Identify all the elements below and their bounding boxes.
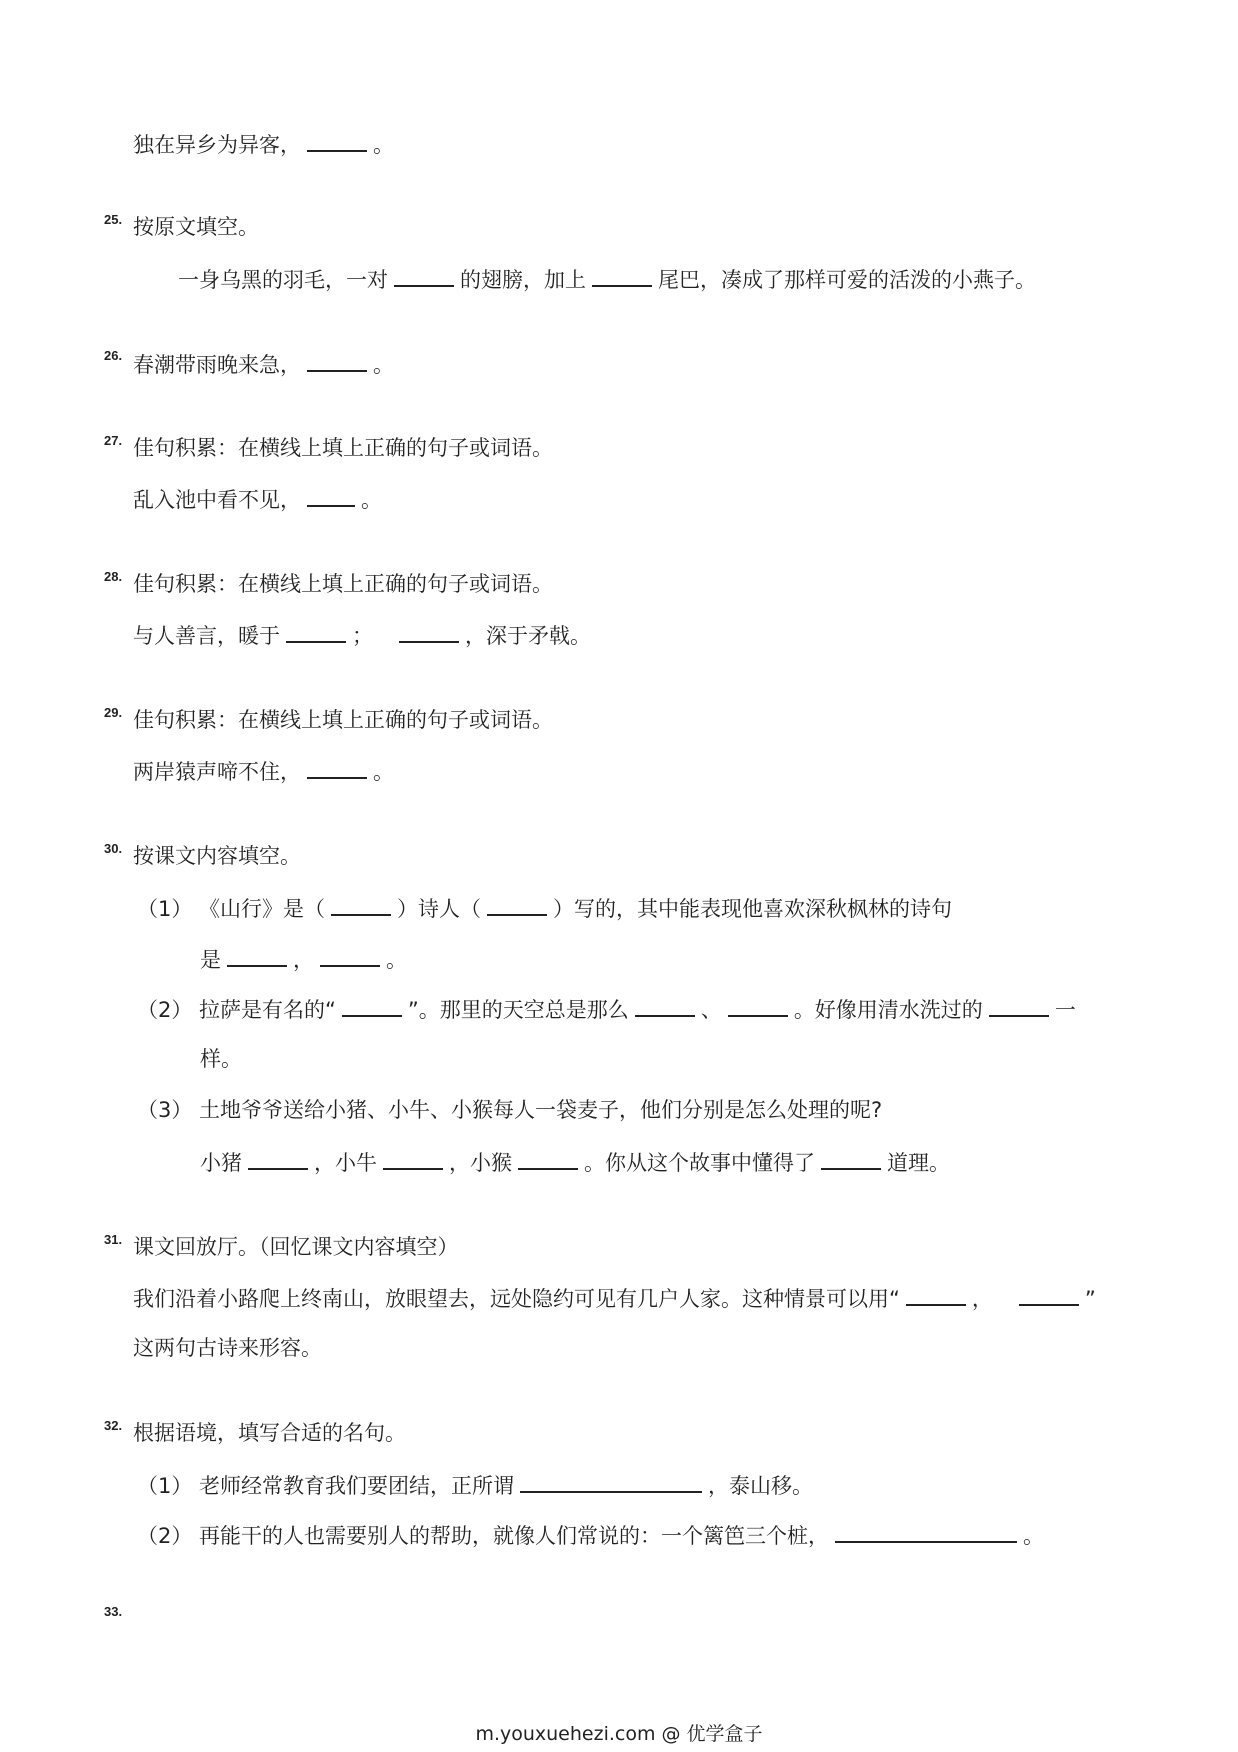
text: ”。那里的天空总是那么 xyxy=(407,998,629,1022)
text: ，小猴 xyxy=(449,1151,512,1175)
question-number: 32. xyxy=(104,1418,123,1433)
text: 。 xyxy=(386,948,407,972)
answer-blank[interactable] xyxy=(906,1282,966,1306)
answer-blank[interactable] xyxy=(821,1146,881,1170)
question-title xyxy=(133,212,259,242)
text: （2） 再能干的人也需要别人的帮助，就像人们常说的：一个篱笆三个桩， xyxy=(137,1524,830,1548)
question-title xyxy=(133,1232,459,1262)
answer-blank[interactable] xyxy=(728,993,788,1017)
text: 佳句积累：在横线上填上正确的句子或词语。 xyxy=(133,436,553,460)
question-number: 33. xyxy=(104,1604,123,1619)
sub-question xyxy=(137,1095,882,1125)
text: ）写的，其中能表现他喜欢深秋枫林的诗句 xyxy=(553,897,953,921)
text: 、 xyxy=(700,998,722,1022)
text-line xyxy=(200,1044,242,1074)
text: 两岸猿声啼不住， xyxy=(133,760,301,784)
text: ， xyxy=(971,1287,993,1311)
sub-question xyxy=(137,892,952,924)
text: 课文回放厅。（回忆课文内容填空） xyxy=(133,1235,459,1259)
text-line xyxy=(133,755,394,787)
text: 样。 xyxy=(200,1047,242,1071)
answer-blank[interactable] xyxy=(331,892,391,916)
text: 道理。 xyxy=(887,1151,950,1175)
answer-blank[interactable] xyxy=(394,263,454,287)
answer-blank[interactable] xyxy=(248,1146,308,1170)
question-number: 27. xyxy=(104,433,123,448)
text: 是 xyxy=(200,948,221,972)
question-title xyxy=(133,841,301,871)
text: ，深于矛戟。 xyxy=(465,624,591,648)
text: 我们沿着小路爬上终南山，放眼望去，远处隐约可见有几户人家。这种情景可以用“ xyxy=(133,1287,900,1311)
text: ，小牛 xyxy=(314,1151,377,1175)
text: ，泰山移。 xyxy=(708,1474,814,1498)
answer-blank[interactable] xyxy=(307,128,367,152)
text: 独在异乡为异客， xyxy=(133,133,301,157)
text: 。 xyxy=(373,353,394,377)
question-number: 26. xyxy=(104,348,123,363)
text-line xyxy=(133,1282,1096,1314)
answer-blank[interactable] xyxy=(1019,1282,1079,1306)
sub-question xyxy=(137,1469,813,1501)
answer-blank[interactable] xyxy=(518,1146,578,1170)
sub-question xyxy=(137,993,1076,1025)
question-number: 29. xyxy=(104,705,123,720)
question-number: 30. xyxy=(104,841,123,856)
text-line xyxy=(133,348,394,380)
question-title xyxy=(133,569,553,599)
text: 春潮带雨晚来急， xyxy=(133,353,301,377)
text: 佳句积累：在横线上填上正确的句子或词语。 xyxy=(133,708,553,732)
answer-blank[interactable] xyxy=(286,619,346,643)
text: （1） 《山行》是（ xyxy=(137,897,326,921)
answer-blank[interactable] xyxy=(383,1146,443,1170)
question-title xyxy=(133,433,553,463)
text: 一身乌黑的羽毛，一对 xyxy=(178,268,388,292)
answer-blank[interactable] xyxy=(989,993,1049,1017)
answer-blank[interactable] xyxy=(487,892,547,916)
text-line xyxy=(133,128,394,160)
text: 根据语境，填写合适的名句。 xyxy=(133,1421,406,1445)
text: 这两句古诗来形容。 xyxy=(133,1336,322,1360)
text: ； xyxy=(352,624,373,648)
text-line xyxy=(133,483,382,515)
text: 乱入池中看不见， xyxy=(133,488,301,512)
text: 。 xyxy=(1023,1524,1045,1548)
text: 。 xyxy=(373,760,394,784)
question-number: 28. xyxy=(104,569,123,584)
text: 。 xyxy=(373,133,394,157)
answer-blank[interactable] xyxy=(342,993,402,1017)
text: 按课文内容填空。 xyxy=(133,844,301,868)
answer-blank[interactable] xyxy=(320,943,380,967)
answer-blank[interactable] xyxy=(399,619,459,643)
text-line xyxy=(133,1333,322,1363)
text: （3） 土地爷爷送给小猪、小牛、小猴每人一袋麦子，他们分别是怎么处理的呢? xyxy=(137,1098,883,1122)
text: ， xyxy=(293,948,314,972)
text: 尾巴，凑成了那样可爱的活泼的小燕子。 xyxy=(658,268,1036,292)
sub-question xyxy=(137,1519,1044,1551)
text: （1） 老师经常教育我们要团结，正所谓 xyxy=(137,1474,515,1498)
text-line xyxy=(200,943,407,975)
page-footer: m.youxuehezi.com @ 优学盒子 xyxy=(475,1723,763,1745)
text: 。 xyxy=(361,488,382,512)
question-number: 31. xyxy=(104,1232,123,1247)
text: ）诗人（ xyxy=(397,897,482,921)
text: 的翅膀，加上 xyxy=(460,268,586,292)
text: 一 xyxy=(1054,998,1076,1022)
answer-blank[interactable] xyxy=(307,483,355,507)
answer-blank[interactable] xyxy=(592,263,652,287)
question-title xyxy=(133,705,553,735)
text: 按原文填空。 xyxy=(133,215,259,239)
text: 与人善言，暖于 xyxy=(133,624,280,648)
answer-blank[interactable] xyxy=(307,348,367,372)
answer-blank[interactable] xyxy=(307,755,367,779)
answer-blank[interactable] xyxy=(635,993,695,1017)
question-number: 25. xyxy=(104,212,123,227)
text: （2） 拉萨是有名的“ xyxy=(137,998,336,1022)
question-title xyxy=(133,1418,406,1448)
text: ” xyxy=(1084,1287,1096,1311)
text: 佳句积累：在横线上填上正确的句子或词语。 xyxy=(133,572,553,596)
text: 。好像用清水洗过的 xyxy=(793,998,983,1022)
answer-blank[interactable] xyxy=(835,1519,1017,1543)
text-line xyxy=(133,619,591,651)
text-line xyxy=(200,1146,950,1178)
text-line xyxy=(178,263,1036,295)
answer-blank[interactable] xyxy=(227,943,287,967)
text: 小猪 xyxy=(200,1151,242,1175)
text: 。你从这个故事中懂得了 xyxy=(584,1151,815,1175)
answer-blank[interactable] xyxy=(520,1469,702,1493)
